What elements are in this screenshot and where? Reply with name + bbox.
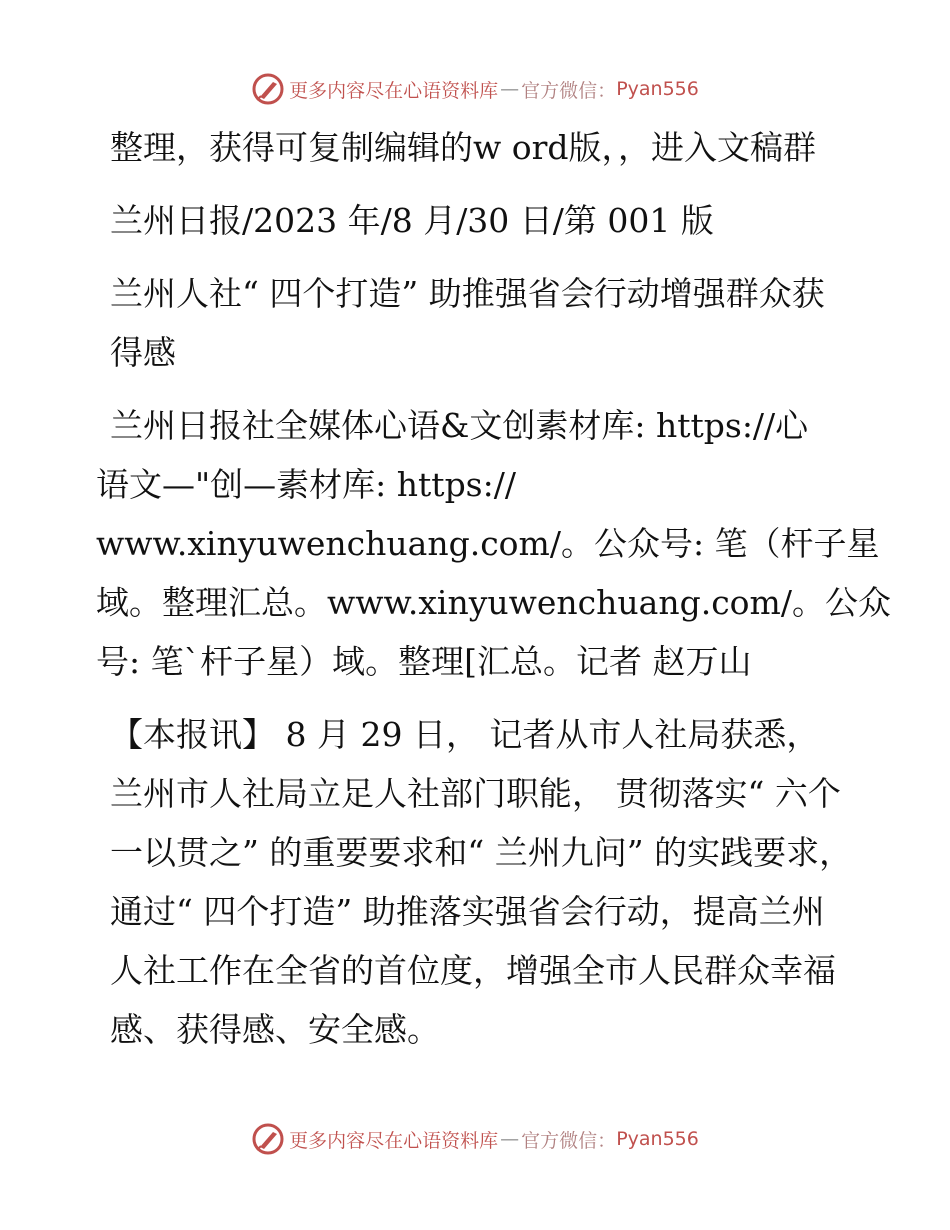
source-line: www.xinyuwenchuang.com/。公众号: 笔（杆子星 (96, 524, 880, 563)
quill-logo-icon (251, 72, 285, 106)
watermark-text: 更多内容尽在心语资料库 (289, 79, 499, 102)
intro-paragraph: 整理，获得可复制编辑的w ord版，，进入文稿群 (110, 128, 817, 167)
source-line: 兰州日报社全媒体心语&文创素材库: https://心 (110, 406, 809, 445)
watermark-wechat-id: Pyan556 (616, 1128, 699, 1150)
body-paragraph: 【本报讯】 8 月 29 日， 记者从市人社局获悉， 兰州市人社局立足人社部门职能， 贯彻落实“ 六个一以贯之” 的重要要求和“ 兰州九问” 的实践要求，通过“ 四个打造” 助推落实强省会行动，提高兰州人社工作在全省的首位度，增强全市人民群众幸福感、获得感、安全感。 (110, 715, 853, 1049)
header-watermark (0, 72, 950, 106)
watermark-wechat-id: Pyan556 (616, 78, 699, 100)
footer-watermark (0, 1122, 950, 1156)
source-line: 语文—"创—素材库: https:// (96, 465, 516, 504)
headline: 兰州人社“ 四个打造” 助推强省会行动增强群众获得感 (110, 274, 825, 372)
watermark-separator: — (500, 78, 520, 100)
watermark-wechat-label: 官方微信： (521, 1129, 617, 1152)
source-line: 域。整理汇总。www.xinyuwenchuang.com/。公众 (96, 583, 891, 622)
watermark-text: 更多内容尽在心语资料库 (289, 1129, 499, 1152)
watermark-wechat-label: 官方微信： (521, 79, 617, 102)
source-block (96, 396, 891, 691)
source-line: 号: 笔`杆子星）域。整理[汇总。记者 赵万山 (96, 642, 752, 681)
document-body (96, 118, 891, 1059)
quill-logo-icon (251, 1122, 285, 1156)
dateline: 兰州日报/2023 年/8 月/30 日/第 001 版 (110, 201, 714, 240)
watermark-separator: — (500, 1128, 520, 1150)
